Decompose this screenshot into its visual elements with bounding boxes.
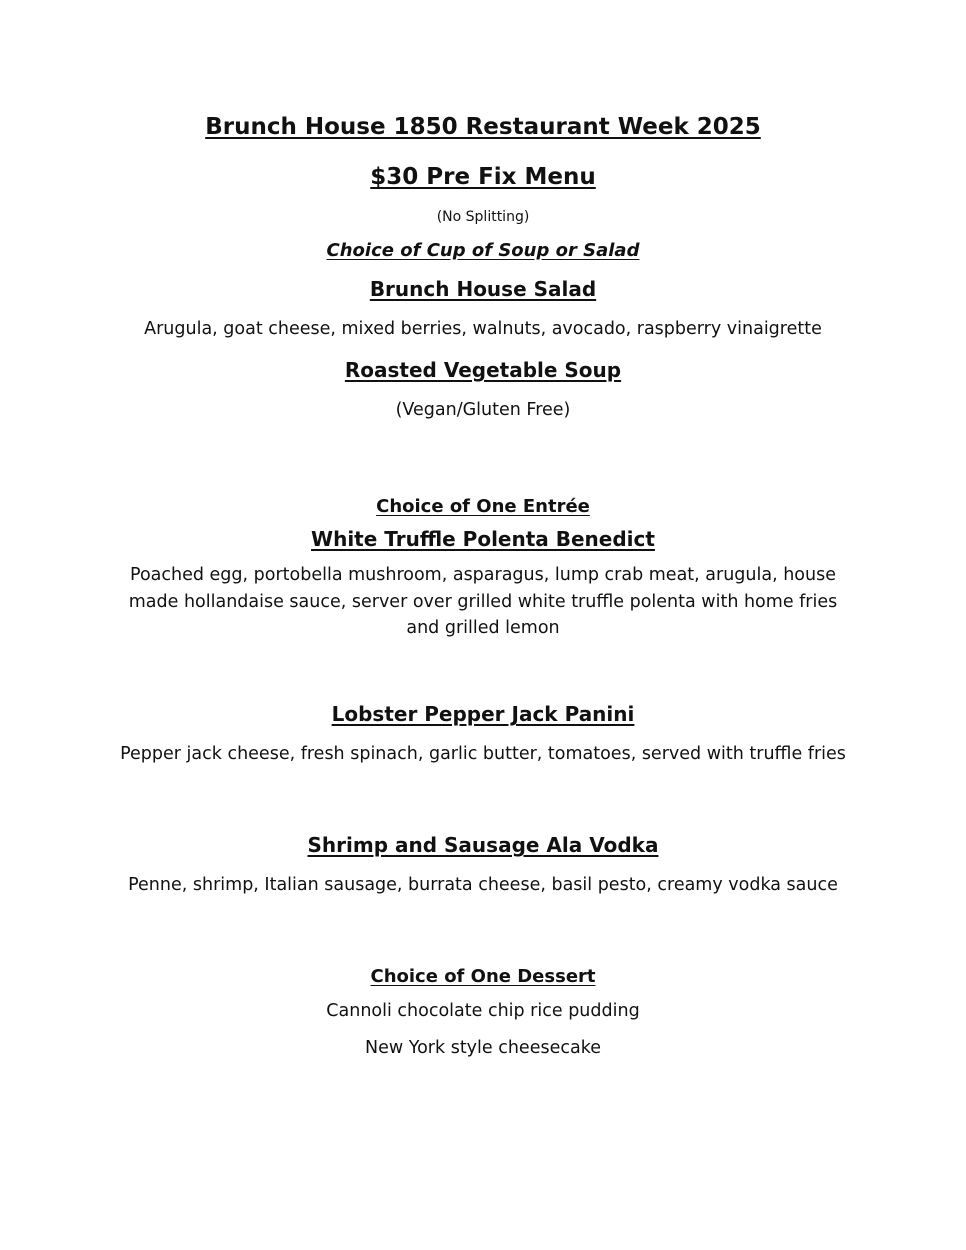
starter-course-heading: Choice of Cup of Soup or Salad [326, 240, 640, 261]
salad-description: Arugula, goat cheese, mixed berries, walnuts, avocado, raspberry vinaigrette [144, 319, 822, 339]
soup-description: (Vegan/Gluten Free) [395, 400, 571, 420]
salad-name: Brunch House Salad [369, 277, 597, 301]
no-splitting-note: (No Splitting) [436, 209, 530, 225]
soup-name: Roasted Vegetable Soup [344, 358, 622, 382]
entree-2-description: Pepper jack cheese, fresh spinach, garlic butter, tomatoes, served with truﬄe fries [120, 744, 846, 764]
entree-course-heading: Choice of One Entrée [376, 496, 590, 517]
entree-2-name: Lobster Pepper Jack Panini [331, 702, 635, 726]
entree-3-description: Penne, shrimp, Italian sausage, burrata cheese, basil pesto, creamy vodka sauce [128, 875, 838, 895]
dessert-course-heading: Choice of One Dessert [370, 966, 596, 987]
dessert-item-2: New York style cheesecake [365, 1038, 601, 1058]
dessert-item-1: Cannoli chocolate chip rice pudding [326, 1001, 640, 1021]
entree-1-name: White Truffle Polenta Benedict [311, 527, 655, 551]
entree-3-name: Shrimp and Sausage Ala Vodka [307, 833, 659, 857]
entree-1-description: Poached egg, portobella mushroom, asparagus, lump crab meat, arugula, house made hollandaise sauce, server over grilled white truﬄe polenta with home fries and grilled lemon [128, 565, 838, 638]
menu-title: Brunch House 1850 Restaurant Week 2025 [205, 114, 761, 140]
menu-subtitle: $30 Pre Fix Menu [370, 164, 596, 190]
